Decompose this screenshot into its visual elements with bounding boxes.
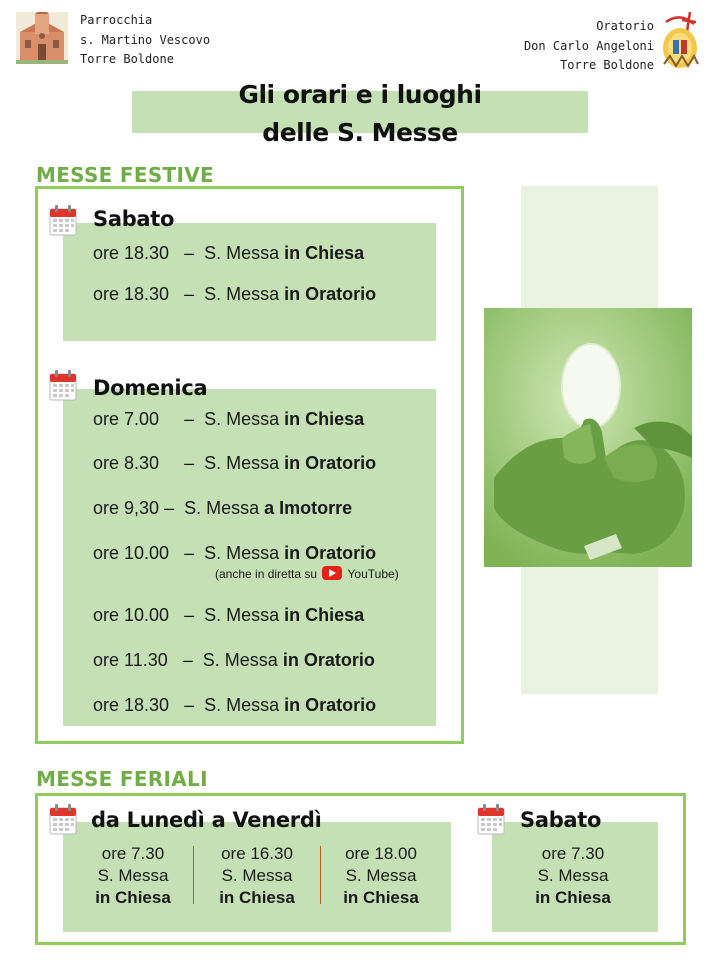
dash: – xyxy=(184,695,195,715)
weekday-mass-cell xyxy=(78,843,188,909)
sabato-festive-panel xyxy=(63,223,436,341)
mass-label: S. Messa xyxy=(202,650,278,670)
mass-time: ore 9,30 xyxy=(93,498,160,518)
weekday-mass-cell xyxy=(326,843,436,909)
mass-time: ore 16.30 xyxy=(221,844,293,863)
host-elevation-photo xyxy=(484,308,692,567)
mass-place: a Imotorre xyxy=(264,498,353,518)
calendar-icon xyxy=(49,204,77,236)
page-title xyxy=(132,76,588,152)
mass-row xyxy=(93,543,376,564)
mass-label: S. Messa xyxy=(345,866,417,885)
mass-row xyxy=(93,453,376,474)
dash: – xyxy=(184,243,195,263)
mass-place: in Chiesa xyxy=(284,409,365,429)
mass-label: S. Messa xyxy=(221,866,293,885)
day-title-sabato-feriale: Sabato xyxy=(520,808,602,832)
dash: – xyxy=(184,605,195,625)
title-line: delle S. Messe xyxy=(262,118,458,147)
mass-label: S. Messa xyxy=(204,695,280,715)
mass-label: S. Messa xyxy=(204,453,280,473)
mass-place: in Chiesa xyxy=(535,888,611,907)
mass-time: ore 18.00 xyxy=(345,844,417,863)
mass-time: ore 7.00 xyxy=(93,409,160,429)
mass-label: S. Messa xyxy=(537,866,609,885)
mass-place: in Chiesa xyxy=(284,243,365,263)
day-title-weekdays: da Lunedì a Venerdì xyxy=(91,808,322,832)
dash: – xyxy=(182,650,193,670)
mass-label: S. Messa xyxy=(204,243,280,263)
mass-label: S. Messa xyxy=(204,409,280,429)
mass-time: ore 18.30 xyxy=(93,695,170,715)
mass-place: in Oratorio xyxy=(284,695,377,715)
mass-place: in Oratorio xyxy=(284,453,377,473)
column-divider xyxy=(193,846,194,904)
dash: – xyxy=(184,453,195,473)
calendar-icon xyxy=(49,803,77,835)
mass-place: in Chiesa xyxy=(219,888,295,907)
mass-time: ore 18.30 xyxy=(93,284,170,304)
mass-place: in Oratorio xyxy=(282,650,375,670)
dash: – xyxy=(184,284,195,304)
mass-place: in Oratorio xyxy=(284,284,377,304)
mass-label: S. Messa xyxy=(184,498,260,518)
note-suffix: YouTube) xyxy=(347,567,399,581)
dash: – xyxy=(184,409,195,429)
youtube-icon xyxy=(322,566,342,580)
mass-place: in Chiesa xyxy=(95,888,171,907)
parish-line: Parrocchia xyxy=(80,13,153,27)
mass-row xyxy=(93,284,376,305)
mass-time: ore 7.30 xyxy=(101,844,165,863)
mass-row xyxy=(93,498,352,519)
mass-row xyxy=(93,695,376,716)
note-prefix: (anche in diretta su xyxy=(215,567,318,581)
saturday-mass-cell xyxy=(518,843,628,909)
day-title-sabato: Sabato xyxy=(93,207,175,231)
festive-section-label: MESSE FESTIVE xyxy=(36,163,214,187)
mass-time: ore 10.00 xyxy=(93,543,170,563)
mass-label: S. Messa xyxy=(204,284,280,304)
calendar-icon xyxy=(477,803,505,835)
mass-row xyxy=(93,243,364,264)
mass-label: S. Messa xyxy=(97,866,169,885)
mass-label: S. Messa xyxy=(204,543,280,563)
mass-row xyxy=(93,409,364,430)
mass-label: S. Messa xyxy=(204,605,280,625)
calendar-icon xyxy=(49,369,77,401)
mass-time: ore 8.30 xyxy=(93,453,160,473)
mass-place: in Oratorio xyxy=(284,543,377,563)
mass-time: ore 7.30 xyxy=(541,844,605,863)
church-logo-icon xyxy=(16,12,68,64)
parish-name xyxy=(80,11,210,70)
mass-row xyxy=(93,650,375,671)
oratorio-line: Don Carlo Angeloni xyxy=(523,38,654,53)
parish-line: Torre Boldone xyxy=(80,52,174,66)
title-line: Gli orari e i luoghi xyxy=(238,80,482,109)
weekday-mass-cell xyxy=(202,843,312,909)
mass-time: ore 18.30 xyxy=(93,243,170,263)
parish-line: s. Martino Vescovo xyxy=(80,32,211,47)
dash: – xyxy=(164,498,175,518)
mass-place: in Chiesa xyxy=(284,605,365,625)
dash: – xyxy=(184,543,195,563)
mass-place: in Chiesa xyxy=(343,888,419,907)
oratorio-line: Oratorio xyxy=(596,19,654,33)
oratorio-line: Torre Boldone xyxy=(560,58,654,72)
mass-time: ore 10.00 xyxy=(93,605,170,625)
mass-row xyxy=(93,605,364,626)
day-title-domenica: Domenica xyxy=(93,376,208,400)
feriali-section-label: MESSE FERIALI xyxy=(36,767,208,791)
column-divider xyxy=(320,846,321,904)
mass-time: ore 11.30 xyxy=(93,650,168,670)
livestream-note xyxy=(215,566,399,581)
oratorio-logo-icon xyxy=(660,10,702,72)
oratorio-name xyxy=(524,17,654,76)
